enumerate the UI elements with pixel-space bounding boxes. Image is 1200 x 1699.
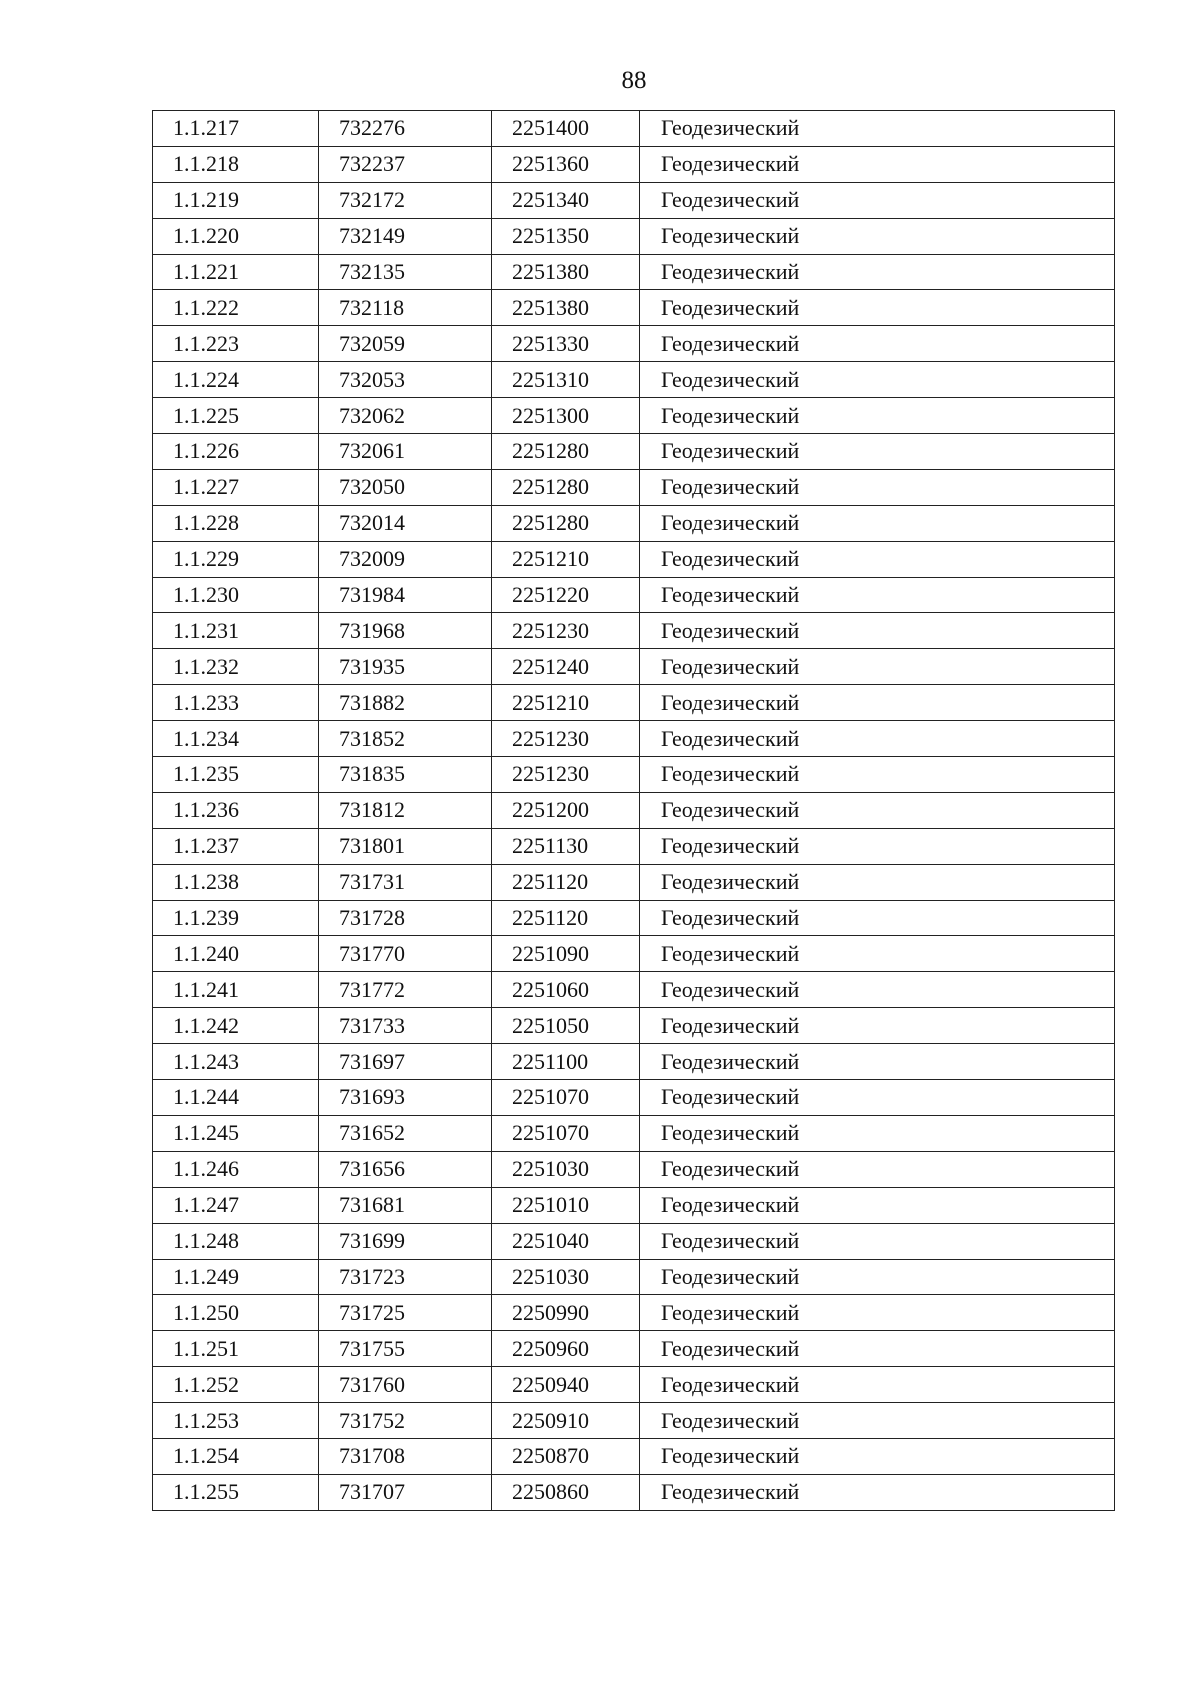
y-coordinate-cell: 2251310 (492, 362, 640, 398)
point-id-cell: 1.1.248 (153, 1223, 319, 1259)
table-row (153, 1367, 1115, 1403)
point-id-cell: 1.1.246 (153, 1151, 319, 1187)
x-coordinate-cell: 731656 (319, 1151, 492, 1187)
table-row (153, 1044, 1115, 1080)
y-coordinate-cell: 2250940 (492, 1367, 640, 1403)
x-coordinate-cell: 731984 (319, 577, 492, 613)
table-row (153, 1403, 1115, 1439)
point-id-cell: 1.1.235 (153, 757, 319, 793)
coordinates-table-body (153, 111, 1115, 1511)
x-coordinate-cell: 731725 (319, 1295, 492, 1331)
point-type-cell: Геодезический (640, 685, 1115, 721)
point-id-cell: 1.1.242 (153, 1008, 319, 1044)
table-row (153, 792, 1115, 828)
y-coordinate-cell: 2251380 (492, 254, 640, 290)
point-type-cell: Геодезический (640, 182, 1115, 218)
y-coordinate-cell: 2250960 (492, 1331, 640, 1367)
point-type-cell: Геодезический (640, 469, 1115, 505)
table-row (153, 1295, 1115, 1331)
table-row (153, 469, 1115, 505)
x-coordinate-cell: 731707 (319, 1474, 492, 1510)
y-coordinate-cell: 2251040 (492, 1223, 640, 1259)
x-coordinate-cell: 731852 (319, 721, 492, 757)
x-coordinate-cell: 731699 (319, 1223, 492, 1259)
x-coordinate-cell: 732172 (319, 182, 492, 218)
point-type-cell: Геодезический (640, 398, 1115, 434)
point-id-cell: 1.1.229 (153, 541, 319, 577)
table-row (153, 900, 1115, 936)
point-type-cell: Геодезический (640, 434, 1115, 470)
point-id-cell: 1.1.236 (153, 792, 319, 828)
point-id-cell: 1.1.239 (153, 900, 319, 936)
x-coordinate-cell: 732118 (319, 290, 492, 326)
point-type-cell: Геодезический (640, 1438, 1115, 1474)
table-row (153, 1438, 1115, 1474)
table-row (153, 398, 1115, 434)
table-row (153, 541, 1115, 577)
y-coordinate-cell: 2251120 (492, 900, 640, 936)
point-type-cell: Геодезический (640, 541, 1115, 577)
point-type-cell: Геодезический (640, 1295, 1115, 1331)
table-row (153, 254, 1115, 290)
y-coordinate-cell: 2251400 (492, 111, 640, 147)
y-coordinate-cell: 2251100 (492, 1044, 640, 1080)
x-coordinate-cell: 732276 (319, 111, 492, 147)
table-row (153, 111, 1115, 147)
table-row (153, 434, 1115, 470)
y-coordinate-cell: 2251280 (492, 469, 640, 505)
point-id-cell: 1.1.230 (153, 577, 319, 613)
x-coordinate-cell: 732149 (319, 218, 492, 254)
point-id-cell: 1.1.231 (153, 613, 319, 649)
y-coordinate-cell: 2251210 (492, 685, 640, 721)
point-type-cell: Геодезический (640, 721, 1115, 757)
point-id-cell: 1.1.255 (153, 1474, 319, 1510)
x-coordinate-cell: 731723 (319, 1259, 492, 1295)
x-coordinate-cell: 732050 (319, 469, 492, 505)
table-row (153, 1474, 1115, 1510)
x-coordinate-cell: 731652 (319, 1115, 492, 1151)
x-coordinate-cell: 732053 (319, 362, 492, 398)
point-type-cell: Геодезический (640, 1080, 1115, 1116)
point-id-cell: 1.1.237 (153, 828, 319, 864)
x-coordinate-cell: 731801 (319, 828, 492, 864)
table-row (153, 972, 1115, 1008)
point-type-cell: Геодезический (640, 218, 1115, 254)
x-coordinate-cell: 731708 (319, 1438, 492, 1474)
point-type-cell: Геодезический (640, 1151, 1115, 1187)
y-coordinate-cell: 2251210 (492, 541, 640, 577)
x-coordinate-cell: 731697 (319, 1044, 492, 1080)
y-coordinate-cell: 2250860 (492, 1474, 640, 1510)
y-coordinate-cell: 2251010 (492, 1187, 640, 1223)
point-id-cell: 1.1.243 (153, 1044, 319, 1080)
point-type-cell: Геодезический (640, 1403, 1115, 1439)
point-id-cell: 1.1.245 (153, 1115, 319, 1151)
y-coordinate-cell: 2251130 (492, 828, 640, 864)
point-type-cell: Геодезический (640, 828, 1115, 864)
y-coordinate-cell: 2251300 (492, 398, 640, 434)
x-coordinate-cell: 732009 (319, 541, 492, 577)
x-coordinate-cell: 732135 (319, 254, 492, 290)
x-coordinate-cell: 731681 (319, 1187, 492, 1223)
point-id-cell: 1.1.225 (153, 398, 319, 434)
point-id-cell: 1.1.249 (153, 1259, 319, 1295)
table-row (153, 1080, 1115, 1116)
point-type-cell: Геодезический (640, 1044, 1115, 1080)
point-id-cell: 1.1.254 (153, 1438, 319, 1474)
point-type-cell: Геодезический (640, 1115, 1115, 1151)
x-coordinate-cell: 732237 (319, 146, 492, 182)
point-id-cell: 1.1.233 (153, 685, 319, 721)
point-id-cell: 1.1.226 (153, 434, 319, 470)
x-coordinate-cell: 731812 (319, 792, 492, 828)
x-coordinate-cell: 731760 (319, 1367, 492, 1403)
point-type-cell: Геодезический (640, 972, 1115, 1008)
table-row (153, 146, 1115, 182)
point-type-cell: Геодезический (640, 146, 1115, 182)
x-coordinate-cell: 731882 (319, 685, 492, 721)
table-row (153, 1331, 1115, 1367)
y-coordinate-cell: 2251230 (492, 721, 640, 757)
table-row (153, 757, 1115, 793)
point-type-cell: Геодезический (640, 1331, 1115, 1367)
x-coordinate-cell: 732061 (319, 434, 492, 470)
table-row (153, 649, 1115, 685)
point-type-cell: Геодезический (640, 505, 1115, 541)
table-row (153, 1115, 1115, 1151)
table-row (153, 685, 1115, 721)
point-type-cell: Геодезический (640, 254, 1115, 290)
y-coordinate-cell: 2251230 (492, 757, 640, 793)
page-number: 88 (621, 67, 647, 94)
y-coordinate-cell: 2251350 (492, 218, 640, 254)
x-coordinate-cell: 732062 (319, 398, 492, 434)
point-id-cell: 1.1.224 (153, 362, 319, 398)
y-coordinate-cell: 2251070 (492, 1080, 640, 1116)
x-coordinate-cell: 732014 (319, 505, 492, 541)
point-id-cell: 1.1.250 (153, 1295, 319, 1331)
x-coordinate-cell: 731772 (319, 972, 492, 1008)
table-row (153, 1259, 1115, 1295)
point-id-cell: 1.1.227 (153, 469, 319, 505)
point-id-cell: 1.1.252 (153, 1367, 319, 1403)
point-id-cell: 1.1.222 (153, 290, 319, 326)
y-coordinate-cell: 2251030 (492, 1151, 640, 1187)
table-row (153, 577, 1115, 613)
point-type-cell: Геодезический (640, 1187, 1115, 1223)
y-coordinate-cell: 2250910 (492, 1403, 640, 1439)
table-row (153, 1151, 1115, 1187)
table-row (153, 505, 1115, 541)
point-type-cell: Геодезический (640, 1008, 1115, 1044)
point-type-cell: Геодезический (640, 326, 1115, 362)
y-coordinate-cell: 2250870 (492, 1438, 640, 1474)
point-id-cell: 1.1.241 (153, 972, 319, 1008)
point-type-cell: Геодезический (640, 290, 1115, 326)
x-coordinate-cell: 731733 (319, 1008, 492, 1044)
table-row (153, 721, 1115, 757)
x-coordinate-cell: 731755 (319, 1331, 492, 1367)
point-id-cell: 1.1.234 (153, 721, 319, 757)
x-coordinate-cell: 732059 (319, 326, 492, 362)
table-row (153, 290, 1115, 326)
point-type-cell: Геодезический (640, 577, 1115, 613)
point-type-cell: Геодезический (640, 900, 1115, 936)
x-coordinate-cell: 731770 (319, 936, 492, 972)
y-coordinate-cell: 2251280 (492, 505, 640, 541)
point-type-cell: Геодезический (640, 1259, 1115, 1295)
y-coordinate-cell: 2251120 (492, 864, 640, 900)
x-coordinate-cell: 731731 (319, 864, 492, 900)
x-coordinate-cell: 731728 (319, 900, 492, 936)
y-coordinate-cell: 2251360 (492, 146, 640, 182)
y-coordinate-cell: 2251220 (492, 577, 640, 613)
point-id-cell: 1.1.218 (153, 146, 319, 182)
y-coordinate-cell: 2251340 (492, 182, 640, 218)
point-type-cell: Геодезический (640, 613, 1115, 649)
y-coordinate-cell: 2251380 (492, 290, 640, 326)
y-coordinate-cell: 2251070 (492, 1115, 640, 1151)
table-row (153, 613, 1115, 649)
y-coordinate-cell: 2251030 (492, 1259, 640, 1295)
y-coordinate-cell: 2251050 (492, 1008, 640, 1044)
point-type-cell: Геодезический (640, 757, 1115, 793)
table-row (153, 1223, 1115, 1259)
point-type-cell: Геодезический (640, 864, 1115, 900)
point-type-cell: Геодезический (640, 649, 1115, 685)
table-row (153, 362, 1115, 398)
table-row (153, 1008, 1115, 1044)
point-id-cell: 1.1.219 (153, 182, 319, 218)
table-row (153, 182, 1115, 218)
point-id-cell: 1.1.240 (153, 936, 319, 972)
y-coordinate-cell: 2251230 (492, 613, 640, 649)
table-row (153, 326, 1115, 362)
y-coordinate-cell: 2251090 (492, 936, 640, 972)
y-coordinate-cell: 2251060 (492, 972, 640, 1008)
point-id-cell: 1.1.228 (153, 505, 319, 541)
point-id-cell: 1.1.221 (153, 254, 319, 290)
point-type-cell: Геодезический (640, 111, 1115, 147)
point-id-cell: 1.1.247 (153, 1187, 319, 1223)
table-row (153, 936, 1115, 972)
point-id-cell: 1.1.220 (153, 218, 319, 254)
point-id-cell: 1.1.223 (153, 326, 319, 362)
point-id-cell: 1.1.238 (153, 864, 319, 900)
point-type-cell: Геодезический (640, 936, 1115, 972)
x-coordinate-cell: 731752 (319, 1403, 492, 1439)
point-type-cell: Геодезический (640, 1223, 1115, 1259)
table-row (153, 864, 1115, 900)
y-coordinate-cell: 2250990 (492, 1295, 640, 1331)
point-id-cell: 1.1.251 (153, 1331, 319, 1367)
point-type-cell: Геодезический (640, 1474, 1115, 1510)
point-type-cell: Геодезический (640, 1367, 1115, 1403)
x-coordinate-cell: 731693 (319, 1080, 492, 1116)
coordinates-table (152, 110, 1115, 1511)
y-coordinate-cell: 2251200 (492, 792, 640, 828)
point-id-cell: 1.1.244 (153, 1080, 319, 1116)
point-id-cell: 1.1.253 (153, 1403, 319, 1439)
table-row (153, 828, 1115, 864)
y-coordinate-cell: 2251240 (492, 649, 640, 685)
y-coordinate-cell: 2251330 (492, 326, 640, 362)
table-row (153, 1187, 1115, 1223)
point-type-cell: Геодезический (640, 792, 1115, 828)
x-coordinate-cell: 731935 (319, 649, 492, 685)
point-id-cell: 1.1.232 (153, 649, 319, 685)
point-id-cell: 1.1.217 (153, 111, 319, 147)
point-type-cell: Геодезический (640, 362, 1115, 398)
x-coordinate-cell: 731968 (319, 613, 492, 649)
table-row (153, 218, 1115, 254)
x-coordinate-cell: 731835 (319, 757, 492, 793)
y-coordinate-cell: 2251280 (492, 434, 640, 470)
